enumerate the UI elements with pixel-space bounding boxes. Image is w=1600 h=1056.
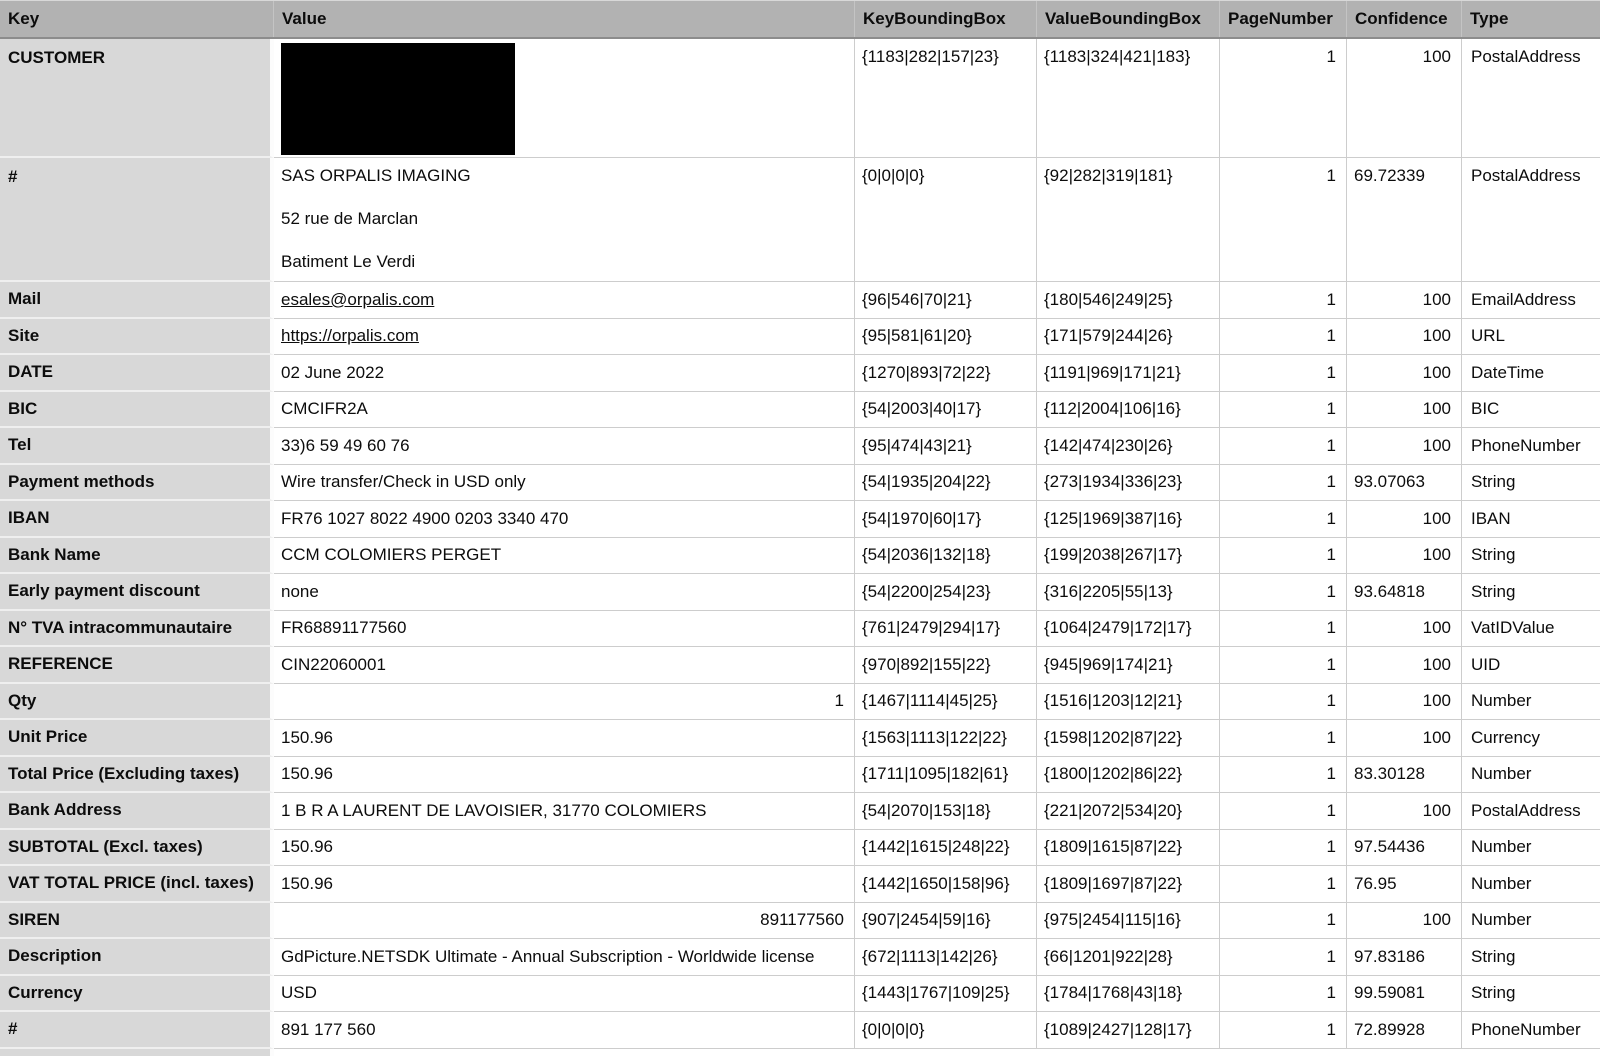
row-confidence: 100 xyxy=(1347,282,1462,319)
row-type: UID xyxy=(1462,647,1600,684)
table-row xyxy=(0,684,1600,721)
row-key-label: Payment methods xyxy=(0,465,274,502)
row-page-number: 1 xyxy=(1220,647,1347,684)
column-header-key[interactable]: Key xyxy=(0,1,274,37)
row-page-number: 1 xyxy=(1220,976,1347,1013)
row-confidence: 100 xyxy=(1347,319,1462,356)
row-confidence: 99.59081 xyxy=(1347,976,1462,1013)
row-page-number: 1 xyxy=(1220,355,1347,392)
row-type: String xyxy=(1462,538,1600,575)
row-confidence: 97.54436 xyxy=(1347,830,1462,867)
row-key-bounding-box: {1183|282|157|23} xyxy=(855,39,1037,158)
row-key-label: Site xyxy=(0,319,274,356)
row-type: PhoneNumber xyxy=(1462,428,1600,465)
row-key-bounding-box: {1467|1114|45|25} xyxy=(855,684,1037,721)
row-key-label: Early payment discount xyxy=(0,574,274,611)
row-key-label: Bank Name xyxy=(0,538,274,575)
row-key-bounding-box: {54|1935|204|22} xyxy=(855,465,1037,502)
row-value-cell: CMCIFR2A xyxy=(274,392,855,429)
row-type: Number xyxy=(1462,866,1600,903)
row-type: VatIDValue xyxy=(1462,611,1600,648)
row-confidence: 100 xyxy=(1347,392,1462,429)
row-page-number: 1 xyxy=(1220,282,1347,319)
row-key-bounding-box: {1442|1650|158|96} xyxy=(855,866,1037,903)
row-key-bounding-box: {54|2003|40|17} xyxy=(855,392,1037,429)
row-value-bounding-box: {945|969|174|21} xyxy=(1037,647,1220,684)
row-value-bounding-box: {1089|2427|128|17} xyxy=(1037,1012,1220,1049)
row-value-cell: 1 B R A LAURENT DE LAVOISIER, 31770 COLOMIERS xyxy=(274,793,855,830)
row-key-bounding-box: {672|1113|142|26} xyxy=(855,939,1037,976)
table-row xyxy=(0,1012,1600,1049)
row-key-label: Unit Price xyxy=(0,720,274,757)
row-key-label: CUSTOMER xyxy=(0,39,274,158)
row-value-cell xyxy=(274,158,855,282)
address-line: 52 rue de Marclan xyxy=(281,209,471,229)
table-row xyxy=(0,355,1600,392)
row-type: IBAN xyxy=(1462,501,1600,538)
row-value-bounding-box: {1809|1697|87|22} xyxy=(1037,866,1220,903)
row-confidence: 100 xyxy=(1347,684,1462,721)
row-type: Number xyxy=(1462,903,1600,940)
row-confidence: 100 xyxy=(1347,355,1462,392)
row-page-number: 1 xyxy=(1220,720,1347,757)
row-value-cell: 891 177 560 xyxy=(274,1012,855,1049)
table-row xyxy=(0,647,1600,684)
row-value-cell: 150.96 xyxy=(274,757,855,794)
row-value-bounding-box: {171|579|244|26} xyxy=(1037,319,1220,356)
row-key-label: Currency xyxy=(0,976,274,1013)
row-key-label: SUBTOTAL (Excl. taxes) xyxy=(0,830,274,867)
table-row xyxy=(0,319,1600,356)
row-key-bounding-box: {95|474|43|21} xyxy=(855,428,1037,465)
table-row xyxy=(0,158,1600,282)
row-value-cell: Wire transfer/Check in USD only xyxy=(274,465,855,502)
row-page-number: 1 xyxy=(1220,428,1347,465)
table-row xyxy=(0,611,1600,648)
row-value-bounding-box: {221|2072|534|20} xyxy=(1037,793,1220,830)
row-page-number: 1 xyxy=(1220,501,1347,538)
row-value-cell xyxy=(274,282,855,319)
row-value-cell: GdPicture.NETSDK Ultimate - Annual Subscription - Worldwide license xyxy=(274,939,855,976)
row-confidence: 69.72339 xyxy=(1347,158,1462,282)
column-header-confidence[interactable]: Confidence xyxy=(1347,1,1462,37)
row-page-number: 1 xyxy=(1220,392,1347,429)
row-page-number: 1 xyxy=(1220,465,1347,502)
row-key-bounding-box: {1442|1615|248|22} xyxy=(855,830,1037,867)
row-key-bounding-box: {0|0|0|0} xyxy=(855,1012,1037,1049)
address-line: Batiment Le Verdi xyxy=(281,252,471,272)
table-row xyxy=(0,465,1600,502)
row-confidence: 100 xyxy=(1347,647,1462,684)
table-row xyxy=(0,39,1600,158)
table-row xyxy=(0,538,1600,575)
row-confidence: 97.83186 xyxy=(1347,939,1462,976)
row-value-cell: FR76 1027 8022 4900 0203 3340 470 xyxy=(274,501,855,538)
row-value-bounding-box: {1191|969|171|21} xyxy=(1037,355,1220,392)
row-key-bounding-box: {0|0|0|0} xyxy=(855,158,1037,282)
row-value-cell: 33)6 59 49 60 76 xyxy=(274,428,855,465)
row-page-number: 1 xyxy=(1220,39,1347,158)
row-value-cell: USD xyxy=(274,976,855,1013)
row-value-bounding-box: {273|1934|336|23} xyxy=(1037,465,1220,502)
column-header-value_bbox[interactable]: ValueBoundingBox xyxy=(1037,1,1220,37)
row-key-label: # xyxy=(0,158,274,282)
table-row xyxy=(0,501,1600,538)
table-row xyxy=(0,939,1600,976)
table-row xyxy=(0,793,1600,830)
row-key-label: Bank Address xyxy=(0,793,274,830)
row-value-bounding-box: {92|282|319|181} xyxy=(1037,158,1220,282)
row-page-number: 1 xyxy=(1220,1012,1347,1049)
row-page-number: 1 xyxy=(1220,574,1347,611)
row-type: URL xyxy=(1462,319,1600,356)
row-value-bounding-box: {1800|1202|86|22} xyxy=(1037,757,1220,794)
row-key-bounding-box: {907|2454|59|16} xyxy=(855,903,1037,940)
row-type: String xyxy=(1462,939,1600,976)
row-key-label: SIREN xyxy=(0,903,274,940)
row-confidence: 93.07063 xyxy=(1347,465,1462,502)
row-type: String xyxy=(1462,465,1600,502)
row-page-number: 1 xyxy=(1220,538,1347,575)
row-value-multiline xyxy=(281,166,471,272)
row-confidence: 100 xyxy=(1347,538,1462,575)
row-page-number: 1 xyxy=(1220,939,1347,976)
row-value-bounding-box: {199|2038|267|17} xyxy=(1037,538,1220,575)
row-value-bounding-box: {112|2004|106|16} xyxy=(1037,392,1220,429)
redacted-value-box xyxy=(281,43,515,155)
row-type: String xyxy=(1462,976,1600,1013)
row-value-bounding-box: {66|1201|922|28} xyxy=(1037,939,1220,976)
row-confidence: 100 xyxy=(1347,611,1462,648)
row-value-bounding-box: {142|474|230|26} xyxy=(1037,428,1220,465)
row-confidence: 100 xyxy=(1347,501,1462,538)
table-row xyxy=(0,866,1600,903)
row-key-bounding-box: {95|581|61|20} xyxy=(855,319,1037,356)
row-page-number: 1 xyxy=(1220,793,1347,830)
row-page-number: 1 xyxy=(1220,611,1347,648)
table-row xyxy=(0,757,1600,794)
row-type: EmailAddress xyxy=(1462,282,1600,319)
row-key-label: # xyxy=(0,1012,274,1049)
row-key-label: Qty xyxy=(0,684,274,721)
row-confidence: 100 xyxy=(1347,903,1462,940)
row-type: String xyxy=(1462,574,1600,611)
row-value-bounding-box: {1809|1615|87|22} xyxy=(1037,830,1220,867)
row-type: PostalAddress xyxy=(1462,793,1600,830)
row-value-cell: CCM COLOMIERS PERGET xyxy=(274,538,855,575)
row-key-label: VAT TOTAL PRICE (incl. taxes) xyxy=(0,866,274,903)
row-confidence: 100 xyxy=(1347,720,1462,757)
row-value-link[interactable]: https://orpalis.com xyxy=(281,326,419,346)
table-row xyxy=(0,720,1600,757)
row-page-number: 1 xyxy=(1220,757,1347,794)
row-value-cell xyxy=(274,39,855,158)
row-key-bounding-box: {970|892|155|22} xyxy=(855,647,1037,684)
row-key-bounding-box: {1443|1767|109|25} xyxy=(855,976,1037,1013)
row-key-label: Tel xyxy=(0,428,274,465)
column-header-page[interactable]: PageNumber xyxy=(1220,1,1347,37)
row-type: Number xyxy=(1462,830,1600,867)
row-key-label: N° TVA intracommunautaire xyxy=(0,611,274,648)
row-value-bounding-box: {316|2205|55|13} xyxy=(1037,574,1220,611)
row-confidence: 100 xyxy=(1347,39,1462,158)
row-value-bounding-box: {1183|324|421|183} xyxy=(1037,39,1220,158)
row-page-number: 1 xyxy=(1220,684,1347,721)
table-row xyxy=(0,282,1600,319)
row-confidence: 100 xyxy=(1347,428,1462,465)
row-key-bounding-box: {96|546|70|21} xyxy=(855,282,1037,319)
row-key-bounding-box: {54|2070|153|18} xyxy=(855,793,1037,830)
table-row xyxy=(0,976,1600,1013)
column-header-value[interactable]: Value xyxy=(274,1,855,37)
row-page-number: 1 xyxy=(1220,830,1347,867)
row-confidence: 83.30128 xyxy=(1347,757,1462,794)
row-type: PostalAddress xyxy=(1462,39,1600,158)
row-key-label: DATE xyxy=(0,355,274,392)
row-key-bounding-box: {54|2036|132|18} xyxy=(855,538,1037,575)
row-value-cell: 150.96 xyxy=(274,720,855,757)
row-value-link[interactable]: esales@orpalis.com xyxy=(281,290,434,310)
row-confidence: 100 xyxy=(1347,793,1462,830)
row-type: Number xyxy=(1462,684,1600,721)
row-key-label: REFERENCE xyxy=(0,647,274,684)
row-value-cell: 02 June 2022 xyxy=(274,355,855,392)
row-type: BIC xyxy=(1462,392,1600,429)
row-type: PhoneNumber xyxy=(1462,1012,1600,1049)
column-header-type[interactable]: Type xyxy=(1462,1,1600,37)
row-key-bounding-box: {54|1970|60|17} xyxy=(855,501,1037,538)
row-confidence: 72.89928 xyxy=(1347,1012,1462,1049)
row-value-cell: 891177560 xyxy=(274,903,855,940)
row-page-number: 1 xyxy=(1220,866,1347,903)
table-row xyxy=(0,392,1600,429)
row-type: Number xyxy=(1462,757,1600,794)
row-value-bounding-box: {1516|1203|12|21} xyxy=(1037,684,1220,721)
row-key-bounding-box: {54|2200|254|23} xyxy=(855,574,1037,611)
row-key-bounding-box: {1563|1113|122|22} xyxy=(855,720,1037,757)
row-value-cell: 1 xyxy=(274,684,855,721)
row-type: PostalAddress xyxy=(1462,158,1600,282)
row-page-number: 1 xyxy=(1220,319,1347,356)
row-page-number: 1 xyxy=(1220,158,1347,282)
row-value-bounding-box: {1784|1768|43|18} xyxy=(1037,976,1220,1013)
column-header-key_bbox[interactable]: KeyBoundingBox xyxy=(855,1,1037,37)
row-value-bounding-box: {125|1969|387|16} xyxy=(1037,501,1220,538)
table-row xyxy=(0,830,1600,867)
row-value-cell: none xyxy=(274,574,855,611)
row-key-label: Mail xyxy=(0,282,274,319)
row-key-bounding-box: {761|2479|294|17} xyxy=(855,611,1037,648)
row-type: DateTime xyxy=(1462,355,1600,392)
table-row xyxy=(0,574,1600,611)
row-value-cell xyxy=(274,319,855,356)
table-row xyxy=(0,903,1600,940)
row-key-label: BIC xyxy=(0,392,274,429)
row-key-bounding-box: {1270|893|72|22} xyxy=(855,355,1037,392)
row-type: Currency xyxy=(1462,720,1600,757)
row-value-bounding-box: {1064|2479|172|17} xyxy=(1037,611,1220,648)
row-key-label: Total Price (Excluding taxes) xyxy=(0,757,274,794)
row-value-cell: 150.96 xyxy=(274,866,855,903)
row-key-bounding-box: {1711|1095|182|61} xyxy=(855,757,1037,794)
row-value-bounding-box: {1598|1202|87|22} xyxy=(1037,720,1220,757)
row-value-bounding-box: {180|546|249|25} xyxy=(1037,282,1220,319)
row-page-number: 1 xyxy=(1220,903,1347,940)
table-row xyxy=(0,428,1600,465)
row-value-bounding-box: {975|2454|115|16} xyxy=(1037,903,1220,940)
address-line: SAS ORPALIS IMAGING xyxy=(281,166,471,186)
row-key-label: IBAN xyxy=(0,501,274,538)
row-confidence: 76.95 xyxy=(1347,866,1462,903)
row-value-cell: CIN22060001 xyxy=(274,647,855,684)
row-value-cell: FR68891177560 xyxy=(274,611,855,648)
row-key-label: Description xyxy=(0,939,274,976)
row-value-cell: 150.96 xyxy=(274,830,855,867)
row-confidence: 93.64818 xyxy=(1347,574,1462,611)
table-header-row xyxy=(0,1,1600,39)
